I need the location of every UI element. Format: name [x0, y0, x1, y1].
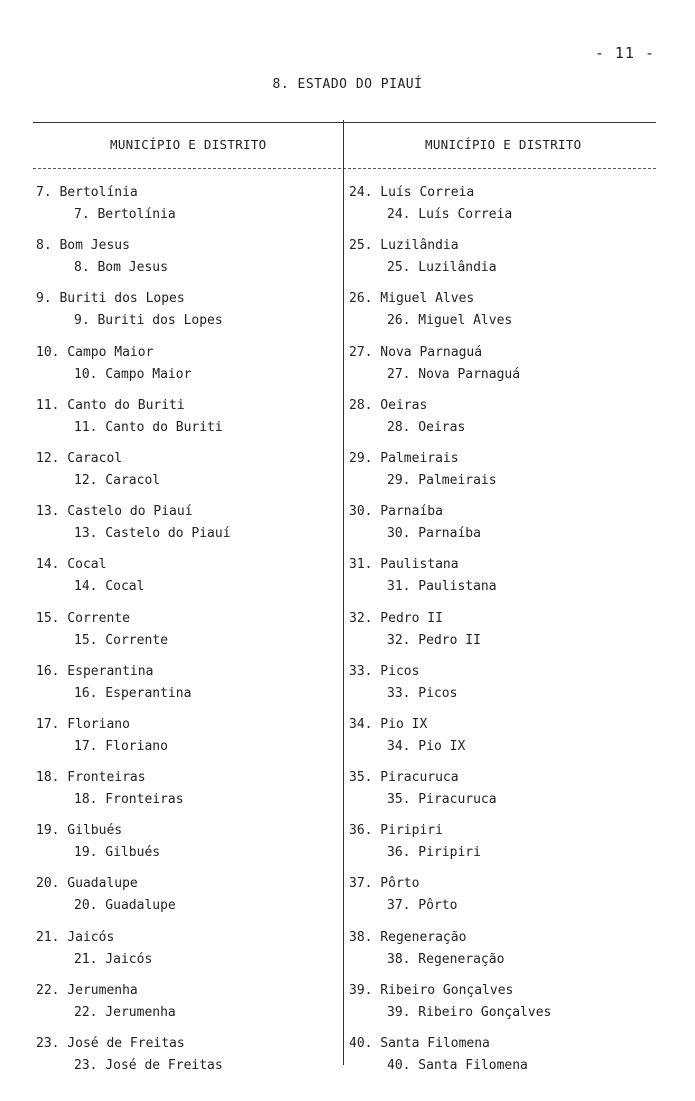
list-item	[349, 767, 551, 820]
municipio-name: 9. Buriti dos Lopes	[36, 291, 185, 307]
distrito-name: 36. Piripiri	[387, 845, 481, 861]
list-item	[349, 182, 551, 235]
municipio-name: 19. Gilbués	[36, 823, 123, 839]
distrito-name: 31. Paulistana	[387, 579, 497, 595]
list-item	[36, 554, 231, 607]
distrito-name: 28. Oeiras	[387, 419, 466, 435]
municipio-name: 30. Parnaíba	[349, 504, 443, 520]
municipio-name: 18. Fronteiras	[36, 770, 146, 786]
list-item	[349, 820, 551, 873]
list-item	[349, 1033, 551, 1086]
distrito-name: 34. Pio IX	[387, 738, 466, 754]
distrito-name: 10. Campo Maior	[74, 366, 192, 382]
right-column-header: MUNICÍPIO E DISTRITO	[425, 137, 582, 152]
list-item	[349, 980, 551, 1033]
list-item	[36, 342, 231, 395]
page-number: - 11 -	[594, 44, 655, 62]
municipio-name: 36. Piripiri	[349, 823, 443, 839]
municipio-name: 34. Pio IX	[349, 716, 428, 732]
list-item	[349, 395, 551, 448]
distrito-name: 23. José de Freitas	[74, 1058, 223, 1073]
list-item	[349, 235, 551, 288]
distrito-name: 22. Jerumenha	[74, 1004, 176, 1020]
distrito-name: 12. Caracol	[74, 472, 161, 488]
left-column	[36, 182, 231, 1086]
list-item	[349, 501, 551, 554]
municipio-name: 10. Campo Maior	[36, 344, 154, 360]
list-item	[349, 873, 551, 926]
list-item	[36, 448, 231, 501]
distrito-name: 27. Nova Parnaguá	[387, 366, 521, 382]
municipio-name: 31. Paulistana	[349, 557, 459, 573]
municipio-name: 29. Palmeirais	[349, 450, 459, 466]
list-item	[36, 714, 231, 767]
distrito-name: 8. Bom Jesus	[74, 260, 168, 276]
distrito-name: 14. Cocal	[74, 579, 145, 595]
municipio-name: 14. Cocal	[36, 557, 107, 573]
municipio-name: 8. Bom Jesus	[36, 238, 130, 254]
distrito-name: 25. Luzilândia	[387, 260, 497, 276]
list-item	[349, 448, 551, 501]
distrito-name: 18. Fronteiras	[74, 792, 184, 808]
list-item	[36, 767, 231, 820]
distrito-name: 24. Luís Correia	[387, 207, 513, 222]
distrito-name: 29. Palmeirais	[387, 472, 497, 488]
list-item	[36, 395, 231, 448]
list-item	[349, 288, 551, 341]
distrito-name: 37. Pôrto	[387, 898, 458, 914]
distrito-name: 13. Castelo do Piauí	[74, 526, 231, 542]
list-item	[349, 927, 551, 980]
column-divider	[343, 120, 344, 1065]
list-item	[36, 820, 231, 873]
municipio-name: 15. Corrente	[36, 610, 130, 626]
list-item	[349, 342, 551, 395]
distrito-name: 40. Santa Filomena	[387, 1058, 528, 1073]
municipio-name: 23. José de Freitas	[36, 1036, 185, 1051]
municipio-name: 38. Regeneração	[349, 929, 467, 945]
distrito-name: 33. Picos	[387, 685, 458, 701]
section-title: 8. ESTADO DO PIAUÍ	[272, 77, 423, 92]
municipio-name: 17. Floriano	[36, 716, 130, 732]
table-top-rule	[33, 122, 656, 123]
distrito-name: 17. Floriano	[74, 738, 168, 754]
municipio-name: 35. Piracuruca	[349, 770, 459, 786]
municipio-name: 16. Esperantina	[36, 663, 154, 679]
distrito-name: 26. Miguel Alves	[387, 313, 513, 329]
list-item	[36, 980, 231, 1033]
list-item	[349, 554, 551, 607]
list-item	[36, 927, 231, 980]
distrito-name: 11. Canto do Buriti	[74, 419, 223, 435]
distrito-name: 15. Corrente	[74, 632, 168, 648]
list-item	[36, 873, 231, 926]
left-column-header: MUNICÍPIO E DISTRITO	[110, 137, 267, 152]
distrito-name: 16. Esperantina	[74, 685, 192, 701]
distrito-name: 38. Regeneração	[387, 951, 505, 967]
distrito-name: 35. Piracuruca	[387, 792, 497, 808]
municipio-name: 11. Canto do Buriti	[36, 397, 185, 413]
distrito-name: 20. Guadalupe	[74, 898, 176, 914]
distrito-name: 30. Parnaíba	[387, 526, 481, 542]
municipio-name: 26. Miguel Alves	[349, 291, 475, 307]
municipio-name: 28. Oeiras	[349, 397, 428, 413]
municipio-name: 21. Jaicós	[36, 929, 115, 945]
municipio-name: 39. Ribeiro Gonçalves	[349, 982, 514, 998]
list-item	[36, 661, 231, 714]
municipio-name: 20. Guadalupe	[36, 876, 138, 892]
municipio-name: 27. Nova Parnaguá	[349, 344, 483, 360]
municipio-name: 33. Picos	[349, 663, 420, 679]
municipio-name: 13. Castelo do Piauí	[36, 504, 193, 520]
municipio-name: 12. Caracol	[36, 450, 123, 466]
list-item	[36, 182, 231, 235]
distrito-name: 39. Ribeiro Gonçalves	[387, 1004, 552, 1020]
list-item	[36, 608, 231, 661]
municipio-name: 25. Luzilândia	[349, 238, 459, 254]
list-item	[36, 501, 231, 554]
municipio-name: 7. Bertolínia	[36, 185, 138, 200]
distrito-name: 21. Jaicós	[74, 951, 153, 967]
municipio-name: 32. Pedro II	[349, 610, 443, 626]
municipio-name: 24. Luís Correia	[349, 185, 475, 200]
distrito-name: 7. Bertolínia	[74, 207, 176, 222]
list-item	[349, 661, 551, 714]
municipio-name: 22. Jerumenha	[36, 982, 138, 998]
list-item	[349, 608, 551, 661]
municipio-name: 40. Santa Filomena	[349, 1036, 490, 1051]
list-item	[36, 1033, 231, 1086]
distrito-name: 9. Buriti dos Lopes	[74, 313, 223, 329]
table-header-rule	[33, 168, 656, 169]
list-item	[36, 235, 231, 288]
distrito-name: 32. Pedro II	[387, 632, 481, 648]
municipio-name: 37. Pôrto	[349, 876, 420, 892]
list-item	[36, 288, 231, 341]
list-item	[349, 714, 551, 767]
distrito-name: 19. Gilbués	[74, 845, 161, 861]
right-column	[349, 182, 551, 1086]
